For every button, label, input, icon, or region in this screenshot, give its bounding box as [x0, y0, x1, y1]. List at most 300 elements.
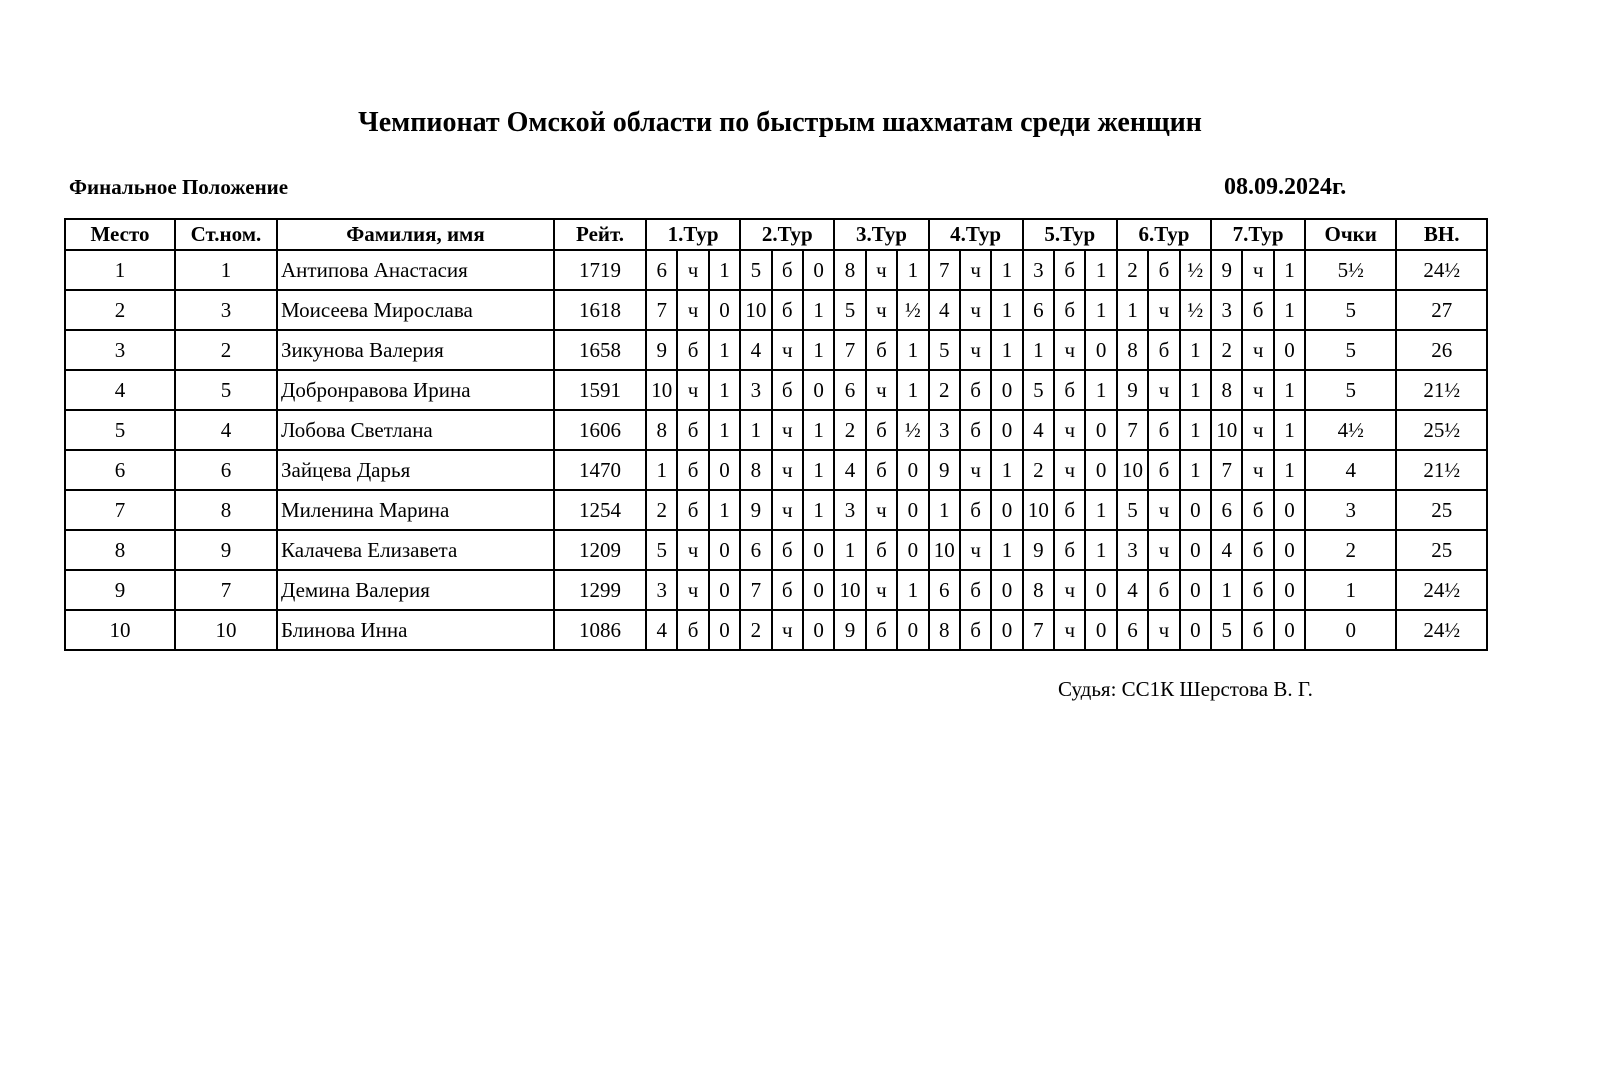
color-cell: б [866, 330, 897, 370]
place-cell: 8 [65, 530, 175, 570]
opponent-cell: 9 [646, 330, 677, 370]
opponent-cell: 4 [929, 290, 960, 330]
points-cell: 5 [1305, 370, 1396, 410]
color-cell: ч [866, 370, 897, 410]
result-cell: 1 [991, 250, 1022, 290]
color-cell: б [1054, 490, 1085, 530]
table-row [65, 370, 1487, 410]
points-cell: 4 [1305, 450, 1396, 490]
result-cell: 1 [803, 330, 834, 370]
color-cell: ч [866, 570, 897, 610]
opponent-cell: 3 [1211, 290, 1242, 330]
rating-cell: 1591 [554, 370, 646, 410]
opponent-cell: 1 [740, 410, 771, 450]
result-cell: 0 [803, 610, 834, 650]
color-cell: ч [1054, 570, 1085, 610]
start-number-cell: 5 [175, 370, 277, 410]
color-cell: ч [1054, 410, 1085, 450]
result-cell: 0 [803, 570, 834, 610]
rating-cell: 1209 [554, 530, 646, 570]
player-name-cell: Антипова Анастасия [277, 250, 554, 290]
color-cell: б [1054, 290, 1085, 330]
opponent-cell: 10 [1117, 450, 1148, 490]
header-rating: Рейт. [554, 219, 646, 250]
color-cell: ч [677, 370, 708, 410]
result-cell: 0 [991, 370, 1022, 410]
place-cell: 6 [65, 450, 175, 490]
opponent-cell: 10 [929, 530, 960, 570]
color-cell: б [1242, 570, 1273, 610]
color-cell: ч [960, 330, 991, 370]
color-cell: ч [1148, 370, 1179, 410]
place-cell: 5 [65, 410, 175, 450]
color-cell: б [866, 410, 897, 450]
buchholz-cell: 25½ [1396, 410, 1487, 450]
result-cell: 0 [709, 290, 740, 330]
rating-cell: 1606 [554, 410, 646, 450]
color-cell: б [960, 570, 991, 610]
color-cell: б [1242, 290, 1273, 330]
start-number-cell: 9 [175, 530, 277, 570]
opponent-cell: 2 [834, 410, 865, 450]
color-cell: б [1148, 570, 1179, 610]
points-cell: 5 [1305, 290, 1396, 330]
result-cell: 1 [991, 530, 1022, 570]
place-cell: 9 [65, 570, 175, 610]
opponent-cell: 6 [646, 250, 677, 290]
color-cell: б [1242, 610, 1273, 650]
result-cell: 0 [1085, 570, 1116, 610]
start-number-cell: 10 [175, 610, 277, 650]
color-cell: б [677, 450, 708, 490]
points-cell: 5 [1305, 330, 1396, 370]
color-cell: ч [1054, 610, 1085, 650]
color-cell: ч [1148, 290, 1179, 330]
table-row [65, 250, 1487, 290]
place-cell: 7 [65, 490, 175, 530]
opponent-cell: 10 [1211, 410, 1242, 450]
header-round-6: 6.Тур [1117, 219, 1211, 250]
opponent-cell: 6 [1211, 490, 1242, 530]
color-cell: б [772, 370, 803, 410]
color-cell: ч [866, 490, 897, 530]
color-cell: ч [866, 290, 897, 330]
standings-body [65, 250, 1487, 650]
color-cell: ч [1242, 250, 1273, 290]
opponent-cell: 2 [929, 370, 960, 410]
color-cell: ч [772, 410, 803, 450]
color-cell: б [677, 330, 708, 370]
color-cell: б [1148, 450, 1179, 490]
opponent-cell: 4 [740, 330, 771, 370]
result-cell: 0 [1085, 450, 1116, 490]
opponent-cell: 9 [1117, 370, 1148, 410]
table-row [65, 290, 1487, 330]
opponent-cell: 9 [1211, 250, 1242, 290]
points-cell: 4½ [1305, 410, 1396, 450]
opponent-cell: 1 [1023, 330, 1054, 370]
color-cell: б [1148, 250, 1179, 290]
result-cell: 1 [709, 490, 740, 530]
color-cell: ч [960, 530, 991, 570]
color-cell: б [960, 410, 991, 450]
result-cell: 0 [803, 530, 834, 570]
header-round-1: 1.Тур [646, 219, 740, 250]
header-round-5: 5.Тур [1023, 219, 1117, 250]
color-cell: б [772, 290, 803, 330]
player-name-cell: Зикунова Валерия [277, 330, 554, 370]
start-number-cell: 6 [175, 450, 277, 490]
table-row [65, 530, 1487, 570]
color-cell: ч [1054, 450, 1085, 490]
header-row [65, 219, 1487, 250]
result-cell: 0 [991, 610, 1022, 650]
color-cell: ч [960, 290, 991, 330]
opponent-cell: 8 [740, 450, 771, 490]
color-cell: ч [1148, 490, 1179, 530]
header-points: Очки [1305, 219, 1396, 250]
result-cell: 1 [1085, 490, 1116, 530]
result-cell: 1 [709, 330, 740, 370]
player-name-cell: Калачева Елизавета [277, 530, 554, 570]
place-cell: 10 [65, 610, 175, 650]
points-cell: 5½ [1305, 250, 1396, 290]
points-cell: 1 [1305, 570, 1396, 610]
result-cell: 1 [1085, 290, 1116, 330]
color-cell: ч [677, 570, 708, 610]
standings-subtitle: Финальное Положение [69, 175, 289, 199]
rating-cell: 1299 [554, 570, 646, 610]
result-cell: 1 [1180, 370, 1211, 410]
header-round-7: 7.Тур [1211, 219, 1305, 250]
result-cell: 0 [1274, 490, 1305, 530]
color-cell: б [772, 570, 803, 610]
opponent-cell: 3 [1117, 530, 1148, 570]
result-cell: 0 [1085, 410, 1116, 450]
opponent-cell: 9 [834, 610, 865, 650]
color-cell: ч [1242, 370, 1273, 410]
opponent-cell: 9 [740, 490, 771, 530]
opponent-cell: 7 [929, 250, 960, 290]
opponent-cell: 5 [1023, 370, 1054, 410]
color-cell: ч [1148, 610, 1179, 650]
table-row [65, 450, 1487, 490]
result-cell: 1 [1274, 450, 1305, 490]
table-row [65, 570, 1487, 610]
result-cell: 0 [1180, 570, 1211, 610]
result-cell: 1 [709, 410, 740, 450]
result-cell: 1 [803, 290, 834, 330]
opponent-cell: 8 [1117, 330, 1148, 370]
opponent-cell: 7 [646, 290, 677, 330]
opponent-cell: 5 [1117, 490, 1148, 530]
color-cell: ч [960, 450, 991, 490]
opponent-cell: 6 [834, 370, 865, 410]
result-cell: 1 [709, 250, 740, 290]
result-cell: 0 [709, 570, 740, 610]
header-round-4: 4.Тур [929, 219, 1023, 250]
table-row [65, 410, 1487, 450]
color-cell: б [1242, 530, 1273, 570]
opponent-cell: 2 [646, 490, 677, 530]
opponent-cell: 7 [1023, 610, 1054, 650]
buchholz-cell: 25 [1396, 490, 1487, 530]
result-cell: 1 [803, 490, 834, 530]
points-cell: 0 [1305, 610, 1396, 650]
result-cell: ½ [1180, 290, 1211, 330]
player-name-cell: Зайцева Дарья [277, 450, 554, 490]
color-cell: б [960, 490, 991, 530]
result-cell: 0 [1085, 330, 1116, 370]
result-cell: 1 [1180, 450, 1211, 490]
header-start-number: Ст.ном. [175, 219, 277, 250]
opponent-cell: 9 [1023, 530, 1054, 570]
result-cell: 0 [709, 610, 740, 650]
opponent-cell: 3 [834, 490, 865, 530]
opponent-cell: 3 [740, 370, 771, 410]
buchholz-cell: 26 [1396, 330, 1487, 370]
opponent-cell: 3 [646, 570, 677, 610]
result-cell: 1 [803, 410, 834, 450]
result-cell: 0 [1274, 570, 1305, 610]
result-cell: 0 [1274, 330, 1305, 370]
opponent-cell: 8 [646, 410, 677, 450]
player-name-cell: Миленина Марина [277, 490, 554, 530]
start-number-cell: 1 [175, 250, 277, 290]
color-cell: б [1054, 250, 1085, 290]
result-cell: 0 [1274, 610, 1305, 650]
table-row [65, 330, 1487, 370]
table-row [65, 490, 1487, 530]
header-place: Место [65, 219, 175, 250]
color-cell: ч [677, 530, 708, 570]
rating-cell: 1719 [554, 250, 646, 290]
result-cell: 0 [1180, 530, 1211, 570]
color-cell: б [960, 610, 991, 650]
rating-cell: 1658 [554, 330, 646, 370]
result-cell: 0 [897, 530, 928, 570]
judge-signature: Судья: СС1К Шерстова В. Г. [1058, 677, 1313, 701]
opponent-cell: 6 [1117, 610, 1148, 650]
opponent-cell: 4 [1023, 410, 1054, 450]
color-cell: б [677, 610, 708, 650]
start-number-cell: 8 [175, 490, 277, 530]
color-cell: б [677, 410, 708, 450]
color-cell: б [1148, 410, 1179, 450]
opponent-cell: 7 [834, 330, 865, 370]
player-name-cell: Демина Валерия [277, 570, 554, 610]
header-name: Фамилия, имя [277, 219, 554, 250]
standings-header [65, 219, 1487, 250]
result-cell: 1 [1180, 330, 1211, 370]
opponent-cell: 5 [1211, 610, 1242, 650]
result-cell: 1 [897, 250, 928, 290]
color-cell: б [677, 490, 708, 530]
result-cell: 0 [991, 570, 1022, 610]
result-cell: 1 [897, 370, 928, 410]
opponent-cell: 10 [834, 570, 865, 610]
place-cell: 3 [65, 330, 175, 370]
color-cell: б [866, 530, 897, 570]
color-cell: ч [1054, 330, 1085, 370]
opponent-cell: 3 [929, 410, 960, 450]
opponent-cell: 2 [740, 610, 771, 650]
buchholz-cell: 21½ [1396, 450, 1487, 490]
result-cell: 0 [709, 530, 740, 570]
start-number-cell: 7 [175, 570, 277, 610]
standings-table [64, 218, 1488, 651]
header-buchholz: ВН. [1396, 219, 1487, 250]
color-cell: ч [772, 450, 803, 490]
result-cell: 1 [991, 290, 1022, 330]
result-cell: 1 [1180, 410, 1211, 450]
color-cell: ч [772, 490, 803, 530]
tournament-date: 08.09.2024г. [1224, 174, 1347, 200]
rating-cell: 1470 [554, 450, 646, 490]
color-cell: б [772, 250, 803, 290]
buchholz-cell: 24½ [1396, 570, 1487, 610]
player-name-cell: Моисеева Мирослава [277, 290, 554, 330]
buchholz-cell: 25 [1396, 530, 1487, 570]
result-cell: 1 [709, 370, 740, 410]
start-number-cell: 4 [175, 410, 277, 450]
color-cell: ч [772, 610, 803, 650]
header-round-3: 3.Тур [834, 219, 928, 250]
player-name-cell: Добронравова Ирина [277, 370, 554, 410]
result-cell: 1 [1085, 250, 1116, 290]
color-cell: ч [1242, 330, 1273, 370]
opponent-cell: 4 [1211, 530, 1242, 570]
opponent-cell: 7 [1211, 450, 1242, 490]
color-cell: б [772, 530, 803, 570]
points-cell: 2 [1305, 530, 1396, 570]
opponent-cell: 4 [646, 610, 677, 650]
color-cell: б [1148, 330, 1179, 370]
rating-cell: 1254 [554, 490, 646, 530]
place-cell: 2 [65, 290, 175, 330]
result-cell: 0 [803, 250, 834, 290]
color-cell: б [866, 450, 897, 490]
result-cell: 1 [1085, 370, 1116, 410]
color-cell: ч [866, 250, 897, 290]
color-cell: ч [1148, 530, 1179, 570]
result-cell: 1 [803, 450, 834, 490]
opponent-cell: 5 [929, 330, 960, 370]
rating-cell: 1618 [554, 290, 646, 330]
opponent-cell: 4 [1117, 570, 1148, 610]
opponent-cell: 6 [1023, 290, 1054, 330]
document-title: Чемпионат Омской области по быстрым шахматам среди женщин [358, 107, 1202, 138]
buchholz-cell: 27 [1396, 290, 1487, 330]
result-cell: 0 [897, 610, 928, 650]
table-row [65, 610, 1487, 650]
opponent-cell: 5 [646, 530, 677, 570]
color-cell: б [960, 370, 991, 410]
result-cell: 0 [1085, 610, 1116, 650]
color-cell: б [1054, 370, 1085, 410]
result-cell: 0 [709, 450, 740, 490]
buchholz-cell: 24½ [1396, 250, 1487, 290]
result-cell: ½ [897, 290, 928, 330]
opponent-cell: 8 [1211, 370, 1242, 410]
buchholz-cell: 21½ [1396, 370, 1487, 410]
color-cell: ч [772, 330, 803, 370]
result-cell: 1 [1274, 410, 1305, 450]
result-cell: ½ [1180, 250, 1211, 290]
result-cell: 0 [991, 490, 1022, 530]
player-name-cell: Блинова Инна [277, 610, 554, 650]
opponent-cell: 7 [1117, 410, 1148, 450]
result-cell: 0 [897, 490, 928, 530]
color-cell: б [1242, 490, 1273, 530]
result-cell: 1 [1274, 290, 1305, 330]
color-cell: ч [677, 290, 708, 330]
color-cell: ч [677, 250, 708, 290]
opponent-cell: 10 [1023, 490, 1054, 530]
result-cell: 1 [991, 450, 1022, 490]
opponent-cell: 1 [646, 450, 677, 490]
opponent-cell: 10 [646, 370, 677, 410]
opponent-cell: 2 [1023, 450, 1054, 490]
result-cell: 1 [897, 570, 928, 610]
buchholz-cell: 24½ [1396, 610, 1487, 650]
result-cell: 0 [897, 450, 928, 490]
opponent-cell: 2 [1211, 330, 1242, 370]
start-number-cell: 3 [175, 290, 277, 330]
opponent-cell: 2 [1117, 250, 1148, 290]
opponent-cell: 5 [834, 290, 865, 330]
rating-cell: 1086 [554, 610, 646, 650]
opponent-cell: 6 [929, 570, 960, 610]
color-cell: ч [960, 250, 991, 290]
opponent-cell: 1 [1211, 570, 1242, 610]
place-cell: 4 [65, 370, 175, 410]
opponent-cell: 8 [929, 610, 960, 650]
opponent-cell: 8 [834, 250, 865, 290]
result-cell: 1 [897, 330, 928, 370]
opponent-cell: 9 [929, 450, 960, 490]
player-name-cell: Лобова Светлана [277, 410, 554, 450]
result-cell: 0 [1274, 530, 1305, 570]
opponent-cell: 6 [740, 530, 771, 570]
opponent-cell: 1 [834, 530, 865, 570]
color-cell: б [866, 610, 897, 650]
opponent-cell: 1 [1117, 290, 1148, 330]
start-number-cell: 2 [175, 330, 277, 370]
opponent-cell: 10 [740, 290, 771, 330]
opponent-cell: 3 [1023, 250, 1054, 290]
result-cell: 0 [991, 410, 1022, 450]
opponent-cell: 5 [740, 250, 771, 290]
result-cell: 0 [803, 370, 834, 410]
header-round-2: 2.Тур [740, 219, 834, 250]
result-cell: 1 [1085, 530, 1116, 570]
result-cell: 1 [991, 330, 1022, 370]
result-cell: 0 [1180, 490, 1211, 530]
opponent-cell: 7 [740, 570, 771, 610]
result-cell: 0 [1180, 610, 1211, 650]
opponent-cell: 8 [1023, 570, 1054, 610]
opponent-cell: 1 [929, 490, 960, 530]
result-cell: 1 [1274, 370, 1305, 410]
color-cell: ч [1242, 410, 1273, 450]
opponent-cell: 4 [834, 450, 865, 490]
points-cell: 3 [1305, 490, 1396, 530]
result-cell: 1 [1274, 250, 1305, 290]
place-cell: 1 [65, 250, 175, 290]
result-cell: ½ [897, 410, 928, 450]
color-cell: ч [1242, 450, 1273, 490]
